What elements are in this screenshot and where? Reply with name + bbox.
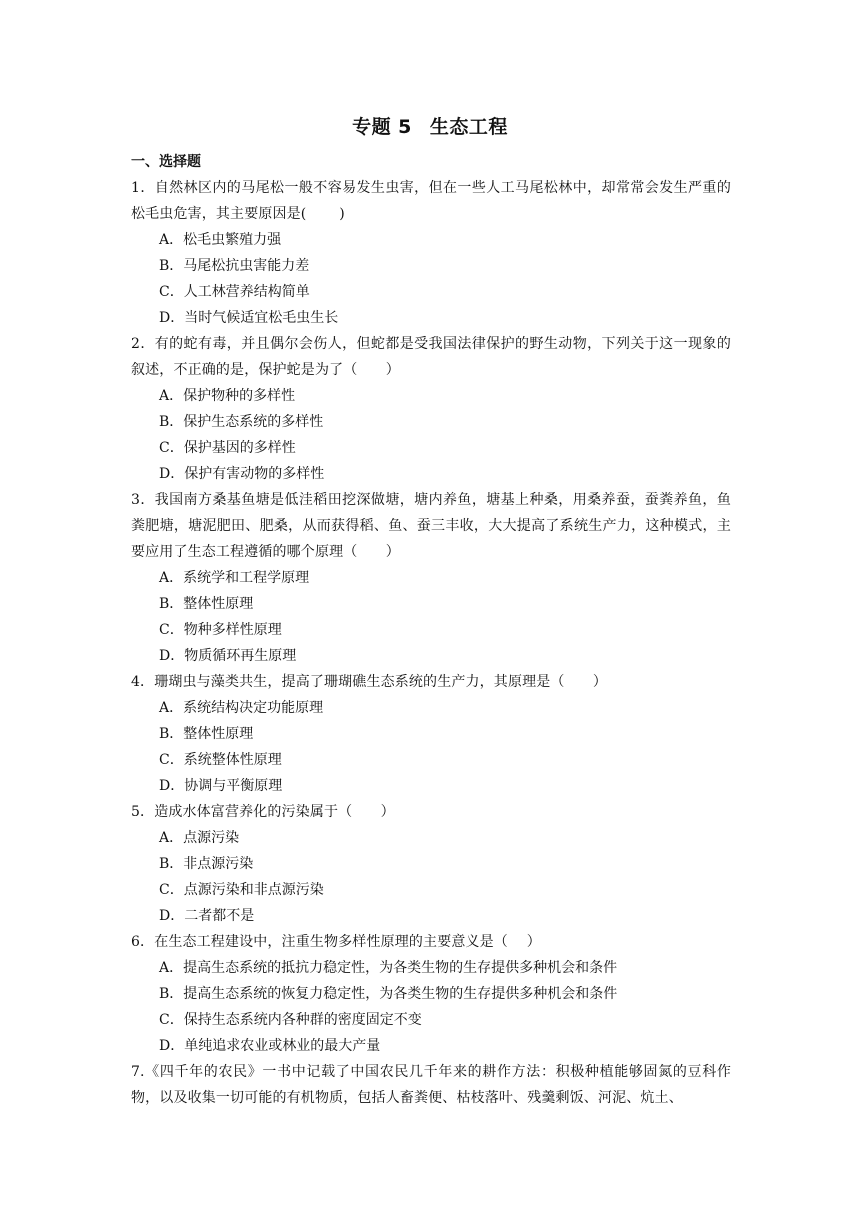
question-stem: 3．我国南方桑基鱼塘是低洼稻田挖深做塘，塘内养鱼，塘基上种桑，用桑养蚕，蚕粪养鱼，鱼粪肥塘，塘泥肥田、肥桑，从而获得稻、鱼、蚕三丰收，大大提高了系统生产力，这种模式，主要应用了生态工程遵循的哪个原理（ ） xyxy=(131,492,731,560)
title-prefix: 专题 5 xyxy=(352,116,412,138)
question-4 xyxy=(131,669,731,799)
question-7 xyxy=(131,1059,731,1111)
option-a: A．点源污染 xyxy=(159,830,240,846)
option-a: A．系统结构决定功能原理 xyxy=(159,700,324,716)
option-a: A．保护物种的多样性 xyxy=(159,388,296,404)
option-d: D．单纯追求农业或林业的最大产量 xyxy=(159,1038,381,1054)
option-d: D．保护有害动物的多样性 xyxy=(159,466,325,482)
option-a: A．系统学和工程学原理 xyxy=(159,570,310,586)
option-b: B．提高生态系统的恢复力稳定性，为各类生物的生存提供多种机会和条件 xyxy=(159,986,618,1002)
option-b: B．整体性原理 xyxy=(159,596,254,612)
option-c: C．保持生态系统内各种群的密度固定不变 xyxy=(159,1012,422,1028)
option-a: A．松毛虫繁殖力强 xyxy=(159,232,282,248)
option-b: B．整体性原理 xyxy=(159,726,254,742)
option-c: C．人工林营养结构简单 xyxy=(159,284,310,300)
document-body xyxy=(131,149,731,1111)
question-stem: 1．自然林区内的马尾松一般不容易发生虫害，但在一些人工马尾松林中，却常常会发生严重的松毛虫危害，其主要原因是( ) xyxy=(131,180,731,222)
question-stem: 2．有的蛇有毒，并且偶尔会伤人，但蛇都是受我国法律保护的野生动物，下列关于这一现象的叙述，不正确的是，保护蛇是为了（ ） xyxy=(131,336,731,378)
question-stem: 4．珊瑚虫与藻类共生，提高了珊瑚礁生态系统的生产力，其原理是（ ） xyxy=(131,674,608,690)
option-d: D．物质循环再生原理 xyxy=(159,648,297,664)
option-d: D．二者都不是 xyxy=(159,908,255,924)
option-b: B．非点源污染 xyxy=(159,856,254,872)
question-3 xyxy=(131,487,731,669)
option-c: C．物种多样性原理 xyxy=(159,622,282,638)
option-d: D．当时气候适宜松毛虫生长 xyxy=(159,310,339,326)
option-d: D．协调与平衡原理 xyxy=(159,778,283,794)
option-c: C．点源污染和非点源污染 xyxy=(159,882,324,898)
section-heading: 一、选择题 xyxy=(131,154,201,170)
option-c: C．系统整体性原理 xyxy=(159,752,282,768)
page-title xyxy=(0,112,860,142)
question-stem: 6．在生态工程建设中，注重生物多样性原理的主要意义是（ ） xyxy=(131,934,541,950)
option-b: B．马尾松抗虫害能力差 xyxy=(159,258,310,274)
title-main: 生态工程 xyxy=(429,116,508,138)
question-stem: 7.《四千年的农民》一书中记载了中国农民几千年来的耕作方法：积极种植能够固氮的豆科作物，以及收集一切可能的有机物质，包括人畜粪便、枯枝落叶、残羹剩饭、河泥、炕土、 xyxy=(131,1064,731,1106)
question-6 xyxy=(131,929,731,1059)
question-2 xyxy=(131,331,731,487)
option-b: B．保护生态系统的多样性 xyxy=(159,414,324,430)
option-a: A．提高生态系统的抵抗力稳定性，为各类生物的生存提供多种机会和条件 xyxy=(159,960,618,976)
option-c: C．保护基因的多样性 xyxy=(159,440,296,456)
question-stem: 5．造成水体富营养化的污染属于（ ） xyxy=(131,804,395,820)
question-5 xyxy=(131,799,731,929)
question-1 xyxy=(131,175,731,331)
